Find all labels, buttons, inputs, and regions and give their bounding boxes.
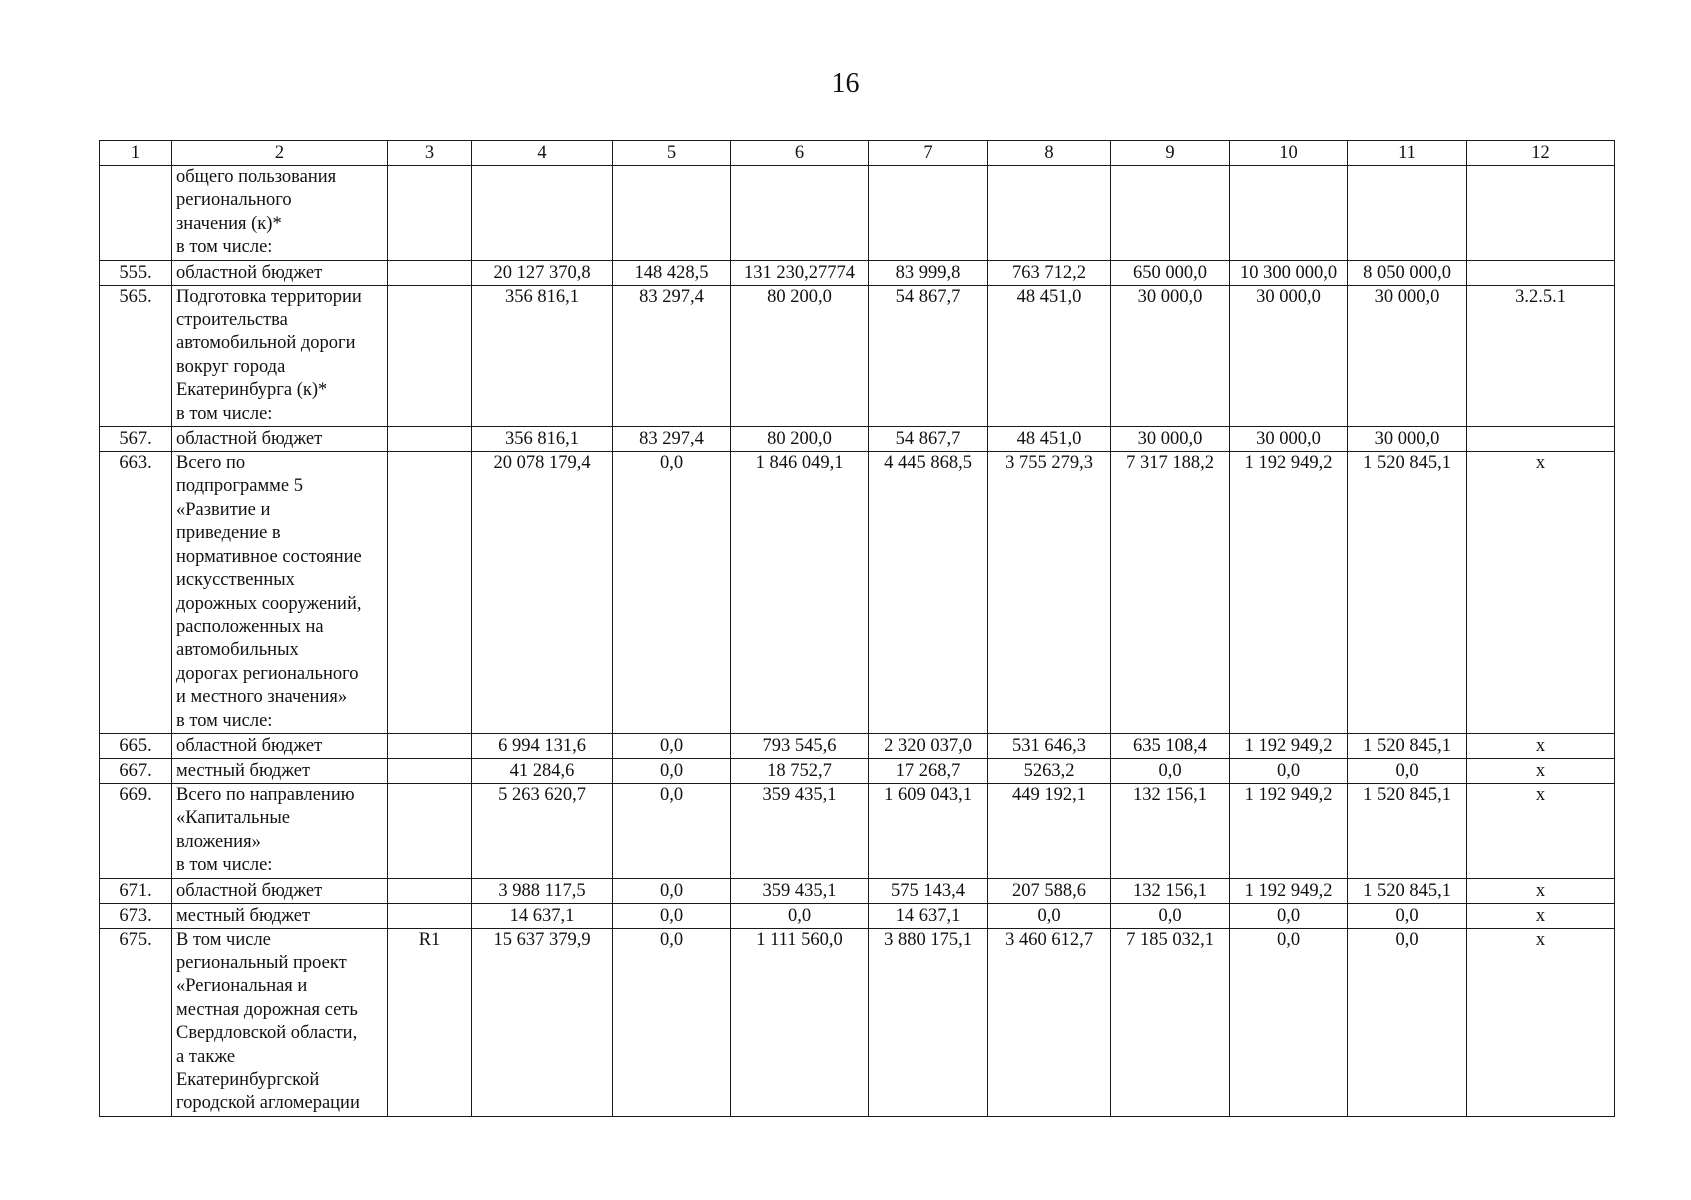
- value-cell: 30 000,0: [1111, 285, 1230, 426]
- value-cell: 3 880 175,1: [869, 928, 988, 1116]
- value-cell: 1 520 845,1: [1348, 878, 1467, 903]
- value-cell: 1 192 949,2: [1230, 783, 1348, 878]
- value-cell: 763 712,2: [988, 260, 1111, 285]
- value-cell: 1 520 845,1: [1348, 733, 1467, 758]
- row-number-cell: 567.: [100, 427, 172, 452]
- header-cell: 7: [869, 141, 988, 166]
- row-number-cell: 667.: [100, 758, 172, 783]
- value-cell: 54 867,7: [869, 285, 988, 426]
- description-cell: местный бюджет: [172, 903, 388, 928]
- value-cell: 83 999,8: [869, 260, 988, 285]
- value-cell: 7 185 032,1: [1111, 928, 1230, 1116]
- table-row: [100, 928, 1615, 1116]
- value-cell: 14 637,1: [472, 903, 613, 928]
- value-cell: 575 143,4: [869, 878, 988, 903]
- reference-cell: x: [1467, 783, 1615, 878]
- row-number-cell: [100, 166, 172, 261]
- value-cell: 1 520 845,1: [1348, 783, 1467, 878]
- value-cell: 0,0: [1230, 903, 1348, 928]
- value-cell: 6 994 131,6: [472, 733, 613, 758]
- value-cell: 80 200,0: [731, 285, 869, 426]
- value-cell: 14 637,1: [869, 903, 988, 928]
- value-cell: 0,0: [1348, 903, 1467, 928]
- reference-cell: [1467, 427, 1615, 452]
- value-cell: 54 867,7: [869, 427, 988, 452]
- reference-cell: x: [1467, 878, 1615, 903]
- code-cell: [388, 166, 472, 261]
- description-cell: Подготовка территории строительства автомобильной дороги вокруг города Екатеринбурга (к)* в том числе:: [172, 285, 388, 426]
- description-cell: местный бюджет: [172, 758, 388, 783]
- value-cell: [1230, 166, 1348, 261]
- header-cell: 5: [613, 141, 731, 166]
- value-cell: [988, 166, 1111, 261]
- value-cell: 8 050 000,0: [1348, 260, 1467, 285]
- code-cell: [388, 260, 472, 285]
- description-cell: Всего по подпрограмме 5 «Развитие и приведение в нормативное состояние искусственных дорожных сооружений, расположенных на автомобильных дорогах регионального и местного значения» в том числе:: [172, 452, 388, 734]
- value-cell: 30 000,0: [1230, 427, 1348, 452]
- page-number: 16: [831, 68, 860, 99]
- value-cell: 0,0: [1348, 928, 1467, 1116]
- reference-cell: x: [1467, 452, 1615, 734]
- description-cell: областной бюджет: [172, 427, 388, 452]
- value-cell: 20 078 179,4: [472, 452, 613, 734]
- value-cell: 0,0: [1230, 758, 1348, 783]
- value-cell: 0,0: [731, 903, 869, 928]
- description-cell: областной бюджет: [172, 260, 388, 285]
- value-cell: 0,0: [613, 878, 731, 903]
- value-cell: 1 111 560,0: [731, 928, 869, 1116]
- value-cell: 1 192 949,2: [1230, 878, 1348, 903]
- table-row: [100, 452, 1615, 734]
- code-cell: [388, 285, 472, 426]
- value-cell: 48 451,0: [988, 285, 1111, 426]
- code-cell: [388, 903, 472, 928]
- value-cell: 0,0: [613, 733, 731, 758]
- code-cell: [388, 452, 472, 734]
- value-cell: 0,0: [613, 903, 731, 928]
- value-cell: 635 108,4: [1111, 733, 1230, 758]
- value-cell: 10 300 000,0: [1230, 260, 1348, 285]
- header-cell: 12: [1467, 141, 1615, 166]
- code-cell: [388, 783, 472, 878]
- header-cell: 2: [172, 141, 388, 166]
- row-number-cell: 555.: [100, 260, 172, 285]
- table-row: [100, 783, 1615, 878]
- table-row: [100, 733, 1615, 758]
- value-cell: 0,0: [988, 903, 1111, 928]
- row-number-cell: 665.: [100, 733, 172, 758]
- value-cell: [1111, 166, 1230, 261]
- value-cell: 83 297,4: [613, 285, 731, 426]
- value-cell: 83 297,4: [613, 427, 731, 452]
- code-cell: R1: [388, 928, 472, 1116]
- header-cell: 9: [1111, 141, 1230, 166]
- reference-cell: x: [1467, 758, 1615, 783]
- value-cell: 1 609 043,1: [869, 783, 988, 878]
- value-cell: 0,0: [1230, 928, 1348, 1116]
- value-cell: 18 752,7: [731, 758, 869, 783]
- description-cell: В том числе региональный проект «Региональная и местная дорожная сеть Свердловской области, а также Екатеринбургской городской агломерации: [172, 928, 388, 1116]
- value-cell: 80 200,0: [731, 427, 869, 452]
- value-cell: 41 284,6: [472, 758, 613, 783]
- value-cell: 1 520 845,1: [1348, 452, 1467, 734]
- value-cell: 131 230,27774: [731, 260, 869, 285]
- value-cell: 30 000,0: [1348, 285, 1467, 426]
- row-number-cell: 671.: [100, 878, 172, 903]
- value-cell: 5 263 620,7: [472, 783, 613, 878]
- table-row: [100, 166, 1615, 261]
- value-cell: 449 192,1: [988, 783, 1111, 878]
- row-number-cell: 673.: [100, 903, 172, 928]
- value-cell: 30 000,0: [1230, 285, 1348, 426]
- value-cell: 1 192 949,2: [1230, 452, 1348, 734]
- reference-cell: x: [1467, 733, 1615, 758]
- value-cell: 356 816,1: [472, 427, 613, 452]
- code-cell: [388, 878, 472, 903]
- value-cell: 1 846 049,1: [731, 452, 869, 734]
- description-cell: Всего по направлению «Капитальные вложения» в том числе:: [172, 783, 388, 878]
- header-cell: 4: [472, 141, 613, 166]
- reference-cell: 3.2.5.1: [1467, 285, 1615, 426]
- table-row: [100, 260, 1615, 285]
- code-cell: [388, 758, 472, 783]
- value-cell: 3 988 117,5: [472, 878, 613, 903]
- description-cell: общего пользования регионального значения (к)* в том числе:: [172, 166, 388, 261]
- header-cell: 6: [731, 141, 869, 166]
- header-cell: 10: [1230, 141, 1348, 166]
- description-cell: областной бюджет: [172, 733, 388, 758]
- table-row: [100, 427, 1615, 452]
- value-cell: 1 192 949,2: [1230, 733, 1348, 758]
- header-cell: 11: [1348, 141, 1467, 166]
- value-cell: 0,0: [1111, 903, 1230, 928]
- value-cell: 359 435,1: [731, 783, 869, 878]
- table-row: [100, 758, 1615, 783]
- value-cell: 3 460 612,7: [988, 928, 1111, 1116]
- header-cell: 8: [988, 141, 1111, 166]
- value-cell: 5263,2: [988, 758, 1111, 783]
- table-header-row: [100, 141, 1615, 166]
- reference-cell: x: [1467, 903, 1615, 928]
- reference-cell: [1467, 260, 1615, 285]
- table-row: [100, 285, 1615, 426]
- row-number-cell: 675.: [100, 928, 172, 1116]
- reference-cell: x: [1467, 928, 1615, 1116]
- value-cell: 0,0: [613, 928, 731, 1116]
- reference-cell: [1467, 166, 1615, 261]
- description-cell: областной бюджет: [172, 878, 388, 903]
- row-number-cell: 663.: [100, 452, 172, 734]
- value-cell: 0,0: [613, 452, 731, 734]
- value-cell: 7 317 188,2: [1111, 452, 1230, 734]
- value-cell: 4 445 868,5: [869, 452, 988, 734]
- row-number-cell: 669.: [100, 783, 172, 878]
- value-cell: 15 637 379,9: [472, 928, 613, 1116]
- value-cell: 2 320 037,0: [869, 733, 988, 758]
- value-cell: [731, 166, 869, 261]
- value-cell: [869, 166, 988, 261]
- value-cell: 17 268,7: [869, 758, 988, 783]
- row-number-cell: 565.: [100, 285, 172, 426]
- value-cell: 650 000,0: [1111, 260, 1230, 285]
- value-cell: [472, 166, 613, 261]
- budget-table: [99, 140, 1615, 1117]
- value-cell: 132 156,1: [1111, 878, 1230, 903]
- value-cell: 132 156,1: [1111, 783, 1230, 878]
- value-cell: 793 545,6: [731, 733, 869, 758]
- code-cell: [388, 733, 472, 758]
- value-cell: 0,0: [1348, 758, 1467, 783]
- value-cell: [1348, 166, 1467, 261]
- value-cell: 3 755 279,3: [988, 452, 1111, 734]
- value-cell: [613, 166, 731, 261]
- header-cell: 1: [100, 141, 172, 166]
- value-cell: 20 127 370,8: [472, 260, 613, 285]
- value-cell: 48 451,0: [988, 427, 1111, 452]
- value-cell: 359 435,1: [731, 878, 869, 903]
- value-cell: 30 000,0: [1348, 427, 1467, 452]
- value-cell: 30 000,0: [1111, 427, 1230, 452]
- value-cell: 207 588,6: [988, 878, 1111, 903]
- value-cell: 0,0: [613, 783, 731, 878]
- table-row: [100, 903, 1615, 928]
- value-cell: 0,0: [1111, 758, 1230, 783]
- value-cell: 531 646,3: [988, 733, 1111, 758]
- value-cell: 148 428,5: [613, 260, 731, 285]
- value-cell: 356 816,1: [472, 285, 613, 426]
- table-row: [100, 878, 1615, 903]
- code-cell: [388, 427, 472, 452]
- value-cell: 0,0: [613, 758, 731, 783]
- header-cell: 3: [388, 141, 472, 166]
